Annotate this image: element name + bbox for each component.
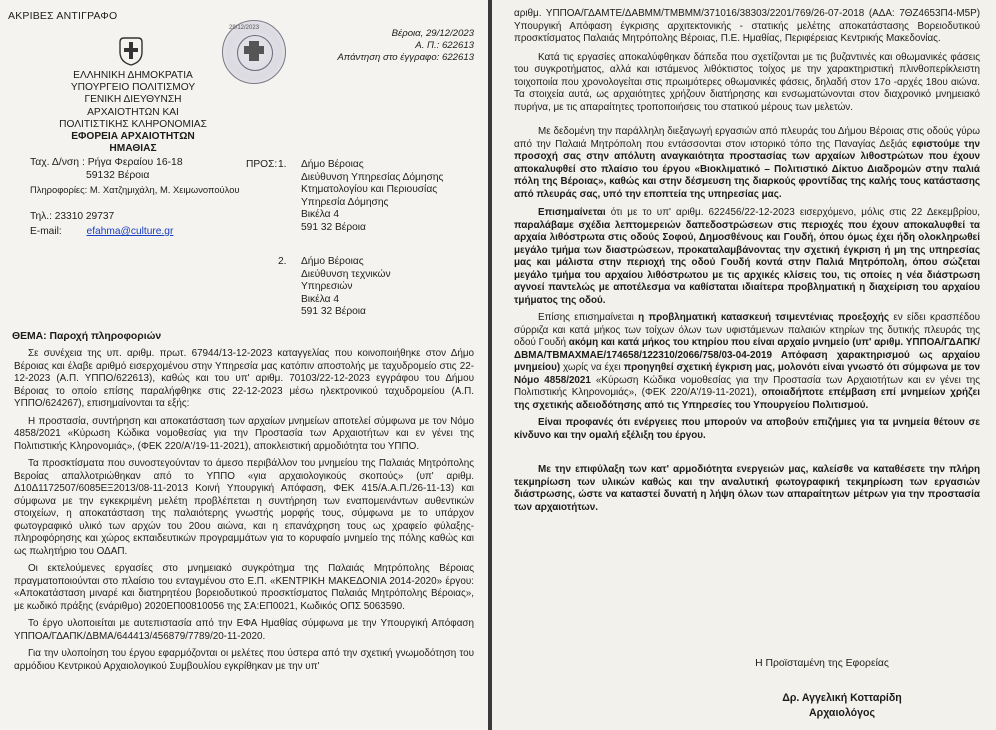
recipient-line: 591 32 Βέροια bbox=[301, 221, 366, 233]
paragraph-text: Με δεδομένη την παράλληλη διεξαγωγή εργασιών από πλευράς του Δήμου Βέροιας στις οδούς γύρω από την Παλαιά Μητρόπολη που εντάσσονται στον ιστορικό τόπο της Παναγίας Δεξιάς bbox=[514, 126, 980, 150]
recipient-line: Βικέλα 4 bbox=[301, 209, 340, 220]
recipient-line: Υπηρεσία Δόμησης bbox=[301, 196, 389, 208]
document-page-2 bbox=[492, 0, 996, 730]
protocol-number: Α. Π.: 622613 bbox=[415, 40, 474, 51]
paragraph: αριθμ. ΥΠΠΟΑ/ΓΔΑΜΤΕ/ΔΑΒΜΜ/ΤΜΒΜΜ/371016/38303/2201/769/26-07-2018 (ΑΔΑ: 7ΘΖ4653Π4-Μ5Ρ) Υπουργική Απόφαση έγκρισης αρχιτεκτονικής - στατικής μελέτης αποκατάστασης Βορειοδυτικού προσκτίσματος Παλαιάς Μητρόπολης Βέροιας, Π.Ε. Ημαθίας, Περιφέρειας Κεντρικής Μακεδονίας. bbox=[514, 8, 980, 44]
paragraph-text: εν είδει κρασπέδου σύρριζα και κατά μήκος των τοίχων όλων των υφιστάμενων παλαιών κτηρίων της δυτικής πλευράς της οδού Γουδή bbox=[514, 312, 980, 348]
greek-coat-of-arms-icon bbox=[118, 36, 144, 66]
paragraph: Είναι προφανές ότι ενέργειες που μπορούν να αποβούν επιζήμιες για τα μνημεία θέτουν σε κίνδυνο και την ομαλή εξέλιξη του έργου. bbox=[514, 417, 980, 441]
emphasis-text: Επισημαίνεται bbox=[538, 207, 611, 218]
reply-reference: Απάντηση στο έγγραφο: 622613 bbox=[337, 52, 474, 63]
signature-title: Η Προϊσταμένη της Εφορείας bbox=[755, 658, 889, 669]
document-meta bbox=[337, 28, 474, 64]
paragraph: Για την υλοποίηση του έργου εφαρμόζονται οι μελέτες που ύστερα από την σχετική γνωμοδότηση του αρμόδιου Κεντρικού Αρχαιολογικού Συμβουλίου εγκρίθηκαν με την υπ' bbox=[14, 648, 474, 672]
emphasis-text: παραλάβαμε σχέδια λεπτομερειών δαπεδοστρώσεων στις περιοχές που έχουν αποκαλυφθεί τα αρχαία λιθόστρωτα στις οδούς Σοφού, Δημοσθένους και Γουδή, όπου όμως έχει ήδη ολοκληρωθεί μεγάλο τμήμα των διαστρώσεων, προκαταλαμβάνοντας την σχετική έγκριση ή μη της υπηρεσίας μας και μάλιστα στην περιοχή της οδού Γουδή κοντά στην Παλιά Μητρόπολη, όπου σώζεται μεγάλο τμήμα του αρχαίου λιθόστρωτου με τις αρχικές κλίσεις του, τις οποίες η νέα διάστρωση αγνοεί παντελώς με αποτέλεσμα να καθίσταται ιδιαίτερα προβληματική η διαχείριση του αρχαίου τμήματος της οδού. bbox=[514, 219, 980, 306]
emphasis-text: προηγηθεί σχετική έγκριση μας, μολονότι είναι γνωστό ότι σύμφωνα με τον Νόμο 4858/2021 bbox=[514, 362, 980, 386]
paragraph-text: χωρίς να έχει bbox=[560, 362, 624, 373]
recipient-line: Δήμο Βέροιας bbox=[301, 256, 364, 267]
official-seal-stamp bbox=[222, 20, 286, 84]
paragraph-text: Επίσης επισημαίνεται bbox=[538, 312, 639, 323]
recipient-line: 591 32 Βέροια bbox=[301, 306, 366, 317]
paragraph-request: Με την επιφύλαξη των κατ' αρμοδιότητα ενεργειών μας, καλείσθε να καταθέσετε την πλήρη τεκμηρίωση των υλικών καθώς και την αναλυτική φωτογραφική τεκμηρίωση των εργασιών διάστρωσης, ώστε να καταστεί δυνατή η λήψη όλων των απαραίτητων μέτρων για την προστασία των αρχαιοτήτων. bbox=[514, 464, 980, 513]
document-page-1 bbox=[0, 0, 488, 730]
paragraph: Τα προσκτίσματα που συνοστεγούνταν το άμεσο περιβάλλον του μνημείου της Παλαιάς Μητρόπολης Βεροίας απαλλοτριώθηκαν από το ΥΠΠΟ «για αρχαιολογικούς σκοπούς» (υπ' αριθμ. Δ10Δ1172507/6085ΕΞ2013/08-11-2013 Κοινή Υπουργική Απόφαση, ΦΕΚ 415/Α.Α.Π./26-11-13) και σύμφωνα με την εγκεκριμένη μελέτη προβλέπεται η συντήρηση των εναπομεινάντων αυθεντικών στοιχείων, η αποκατάσταση της παλαιότερης γνωστής μορφής τους, σύμφωνα με το υπάρχον φωτογραφικό υλικό των αρχών του 20ου αιώνα, και η επανάχρηση τους ως χραφείο φύλαξης-πληροφόρησης και χώρος εκπαιδευτικών προγραμμάτων για το κορυφαίο μνημείο της πόλης καθώς και ως πωλητήριο του ΟΔΑΠ. bbox=[14, 458, 474, 557]
paragraph-curb bbox=[514, 312, 980, 412]
recipient-line: Διεύθυνση τεχνικών bbox=[301, 268, 391, 280]
recipient-line: Κτηματολογίου και Περιουσίας bbox=[301, 184, 438, 195]
header-line: ΓΕΝΙΚΗ ΔΙΕΥΘΥΝΣΗ ΑΡΧΑΙΟΤΗΤΩΝ ΚΑΙ bbox=[84, 94, 182, 118]
emphasis-text: εφιστούμε την προσοχή σας στην απόλυτη αναγκαιότητα προστασίας των αρχαίων λιθοστρώτων που έχουν αποκαλυφθεί στο πλαίσιο του έργου «Βιοκλιματικό – Πολιτιστικό Δίκτυο Διαδρομών στην παλιά πόλη της Βέροιας», καθώς και στην δέσμευση της διαρκούς φροντίδας της καλής τους κατάστασης από πλευράς σας, υπό την εποπτεία της υπηρεσίας μας. bbox=[514, 138, 980, 200]
date-line: Βέροια, 29/12/2023 bbox=[391, 28, 474, 39]
signature-role: Αρχαιολόγος bbox=[809, 707, 875, 719]
info-contacts: Πληροφορίες: Μ. Χατζημιχάλη, Μ. Χειμωνοπούλου bbox=[30, 184, 240, 195]
emphasis-text: η προβληματική κατασκευή τσιμεντένιας προεξοχής bbox=[638, 312, 890, 323]
paragraph: Κατά τις εργασίες αποκαλύφθηκαν δάπεδα που σχετίζονται με τις βυζαντινές και οθωμανικές φάσεις του συγκροτήματος, αλλά και ιστάμενος λιθόκτιστος τοίχος με την χαρακτηριστική πλινθοπερίκλειστη τοιχοποιία που χρονολογείται στις πρωιμότερες οθωμανικές φάσεις, δηλαδή στον 17ο -αρχές 18ου αιώνα. Τα στοιχεία αυτά, ως αρχαιότητες χρήζουν διατήρησης και ενσωματώνονται στον διαχρονικό μνημειακό πυρήνα, με τις απαραίτητες τροποποιήσεις του στατικού μέρους των μελετών. bbox=[514, 51, 980, 113]
recipient-line: Βικέλα 4 bbox=[301, 293, 340, 305]
paragraph: Οι εκτελούμενες εργασίες στο μνημειακό συγκρότημα της Παλαιάς Μητρόπολης Βέροιας πραγματοποιούνται στο πλαίσιο του ενταγμένου στο Ε.Π. «ΚΕΝΤΡΙΚΗ ΜΑΚΕΔΟΝΙΑ 2014-2020» έργου: «Αποκατάσταση μιναρέ και διατηρητέου βορειοδυτικού προσκτίσματος Παλαιάς Μητρόπολης Βέροιας», με κωδικό πράξης (ενάριθμο) 2020ΕΠ00810056 της ΣΑ:ΕΠ0021, Κωδικός ΟΠΣ 5063590. bbox=[14, 563, 474, 612]
recipient-1-number: 1. bbox=[278, 159, 287, 170]
recipient-line: Διεύθυνση Υπηρεσίας Δόμησης bbox=[301, 171, 444, 183]
ephorate-name: ΕΦΟΡΕΙΑ ΑΡΧΑΙΟΤΗΤΩΝ ΗΜΑΘΙΑΣ bbox=[71, 131, 195, 155]
recipient-line: Δήμο Βέροιας bbox=[301, 159, 364, 170]
stamp-date: 29/12/2023 bbox=[229, 25, 260, 31]
email-label: E-mail: bbox=[30, 226, 62, 237]
phone-line: Τηλ.: 23310 29737 bbox=[30, 211, 115, 222]
paragraph-text: ότι με το υπ' αριθμ. 622456/22-12-2023 εισερχόμενο, μόλις στις 22 Δεκεμβρίου, bbox=[610, 207, 980, 218]
paragraph-protection-warning bbox=[514, 126, 980, 201]
sender-address bbox=[30, 157, 183, 182]
header-line: ΥΠΟΥΡΓΕΙΟ ΠΟΛΙΤΙΣΜΟΥ bbox=[70, 82, 196, 94]
to-label: ΠΡΟΣ: bbox=[246, 159, 278, 170]
paragraph: Η προστασία, συντήρηση και αποκατάσταση των αρχαίων μνημείων αποτελεί σύμφωνα με τον Νόμο 4858/2021 «Κύρωση Κώδικα νομοθεσίας για την Προστασία των Αρχαιοτήτων και εν γένει της Πολιτιστικής Κληρονομιάς», (ΦΕΚ 220/Α'/19-11-2021), αποκλειστική αρμοδιότητα του ΥΠΠΟ. bbox=[14, 415, 474, 452]
recipient-line: Υπηρεσιών bbox=[301, 281, 353, 292]
recipient-1 bbox=[301, 159, 443, 234]
email-line bbox=[30, 226, 173, 239]
body-text bbox=[14, 348, 474, 673]
subject-line: ΘΕΜΑ: Παροχή πληροφοριών bbox=[12, 331, 162, 342]
recipient-2 bbox=[301, 256, 391, 319]
header-line: ΠΟΛΙΤΙΣΤΙΚΗΣ ΚΛΗΡΟΝΟΜΙΑΣ bbox=[59, 118, 207, 130]
email-link[interactable]: efahma@culture.gr bbox=[86, 226, 174, 237]
paragraph: Σε συνέχεια της υπ. αριθμ. πρωτ. 67944/13-12-2023 καταγγελίας που κοινοποιήθηκε στον Δήμο Βέροιας και έλαβε αριθμό εισερχομένου στην Υπηρεσία μας κατόπιν αποστολής με ταχυδρομείο στις 22-12-2023 (Α.Π. ΥΠΠΟ/622613), καθώς και του υπ' αριθμ. 70103/22-12-2023 εγγράφου του Δήμου Βέροιας το οποίο επίσης παραλήφθηκε στις 22-12-2023 μέσω ηλεκτρονικού ταχυδρομείου (Α.Π. ΥΠΠΟ/624267), επισημαίνονται τα εξής: bbox=[14, 348, 474, 409]
letterhead bbox=[48, 70, 218, 155]
copy-label: ΑΚΡΙΒΕΣ ΑΝΤΙΓΡΑΦΟ bbox=[8, 10, 118, 22]
paragraph: Το έργο υλοποιείται με αυτεπιστασία από την ΕΦΑ Ημαθίας σύμφωνα με την Υπουργική Απόφαση ΥΠΠΟΑ/ΓΔΑΠΚ/ΔΒΜΑ/644413/456879/7789/20-11-2020. bbox=[14, 618, 474, 642]
signature-name: Δρ. Αγγελική Κοτταρίδη bbox=[782, 692, 902, 704]
paragraph-text: «Κύρωση Κώδικα νομοθεσίας για την Προστασία των Αρχαιοτήτων και εν γένει της Πολιτιστικής Κληρονομιάς», (ΦΕΚ 220/Α'/19-11-2021), bbox=[514, 374, 980, 398]
recipient-2-number: 2. bbox=[278, 256, 287, 267]
emphasis-text: ακόμη και κατά μήκος του κτηρίου που είναι αρχαίο μνημείο (υπ' αριθμ. ΥΠΠΟΑ/ΓΔΑΠΚ/ΔΒΜΑ/ΤΒΜΑΧΜΑΕ/174658/122310/2066/758/03-04-2019 Απόφαση χαρακτηρισμού ως αρχαίου μνημείου) bbox=[514, 337, 980, 373]
address-city: 59132 Βέροια bbox=[86, 169, 150, 181]
body-text-continued bbox=[514, 8, 980, 514]
header-line: ΕΛΛΗΝΙΚΗ ΔΗΜΟΚΡΑΤΙΑ bbox=[73, 70, 193, 81]
emphasis-text: οποιαδήποτε επέμβαση επί μνημείων χρήζει της σχετικής αδειοδότησης από τις Υπηρεσίες του Υπουργείου Πολιτισμού. bbox=[514, 387, 980, 411]
paragraph-drawings bbox=[514, 207, 980, 307]
address-street: Ταχ. Δ/νση : Ρήγα Φεραίου 16-18 bbox=[30, 157, 183, 168]
